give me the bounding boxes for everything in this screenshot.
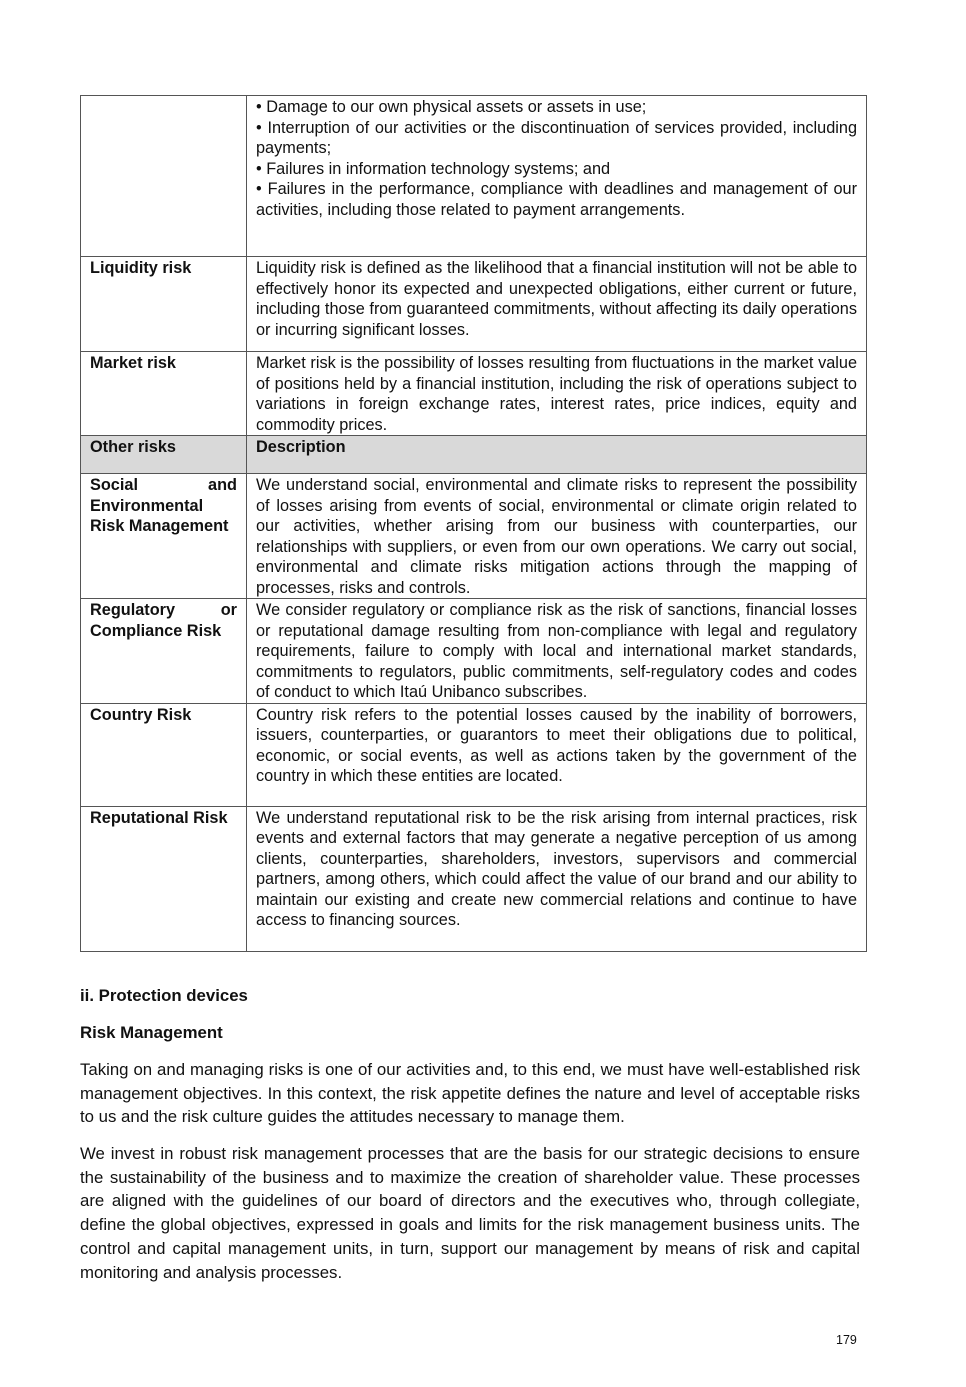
- header-other-risks: Other risks: [81, 436, 247, 474]
- table-row: [81, 352, 867, 436]
- header-description: Description: [247, 436, 867, 474]
- bullet-item: • Failures in information technology systems; and: [256, 159, 611, 178]
- row-label: Market risk: [81, 352, 247, 436]
- row-text: We understand social, environmental and climate risks to represent the possibility of losses arising from events of social, environmental or climate origin related to our activities, whether arising from our business with counterparties, our relationships with suppliers, or even from our own operations. We carry out social, environmental and climate risks mitigation actions through the mapping of processes, risks and controls.: [247, 474, 867, 599]
- table-cell-empty: [81, 96, 247, 257]
- table-header-row: [81, 436, 867, 474]
- section-title: ii. Protection devices: [80, 986, 248, 1005]
- bullet-item: • Interruption of our activities or the discontinuation of services provided, including payments;: [256, 118, 857, 157]
- table-row: [81, 474, 867, 599]
- page-number: 179: [836, 1333, 857, 1347]
- row-label: Regulatory or Compliance Risk: [81, 599, 247, 704]
- paragraph: Taking on and managing risks is one of our activities and, to this end, we must have well-established risk management objectives. In this context, the risk appetite defines the nature and level of acceptable risks to us and the risk culture guides the attitudes necessary to manage them.: [80, 1060, 860, 1127]
- table-cell-bullets: [247, 96, 867, 257]
- table-row: [81, 257, 867, 352]
- risk-table: [80, 95, 867, 952]
- row-text: Liquidity risk is defined as the likelihood that a financial institution will not be able to effectively honor its expected and unexpected obligations, either current or future, including those from guaranteed commitments, without affecting its daily operations or incurring significant losses.: [247, 257, 867, 352]
- row-label: Liquidity risk: [81, 257, 247, 352]
- row-label: Social and Environmental Risk Management: [81, 474, 247, 599]
- subsection-title: Risk Management: [80, 1023, 223, 1042]
- bullet-item: • Failures in the performance, compliance with deadlines and management of our activities, including those related to payment arrangements.: [256, 180, 857, 219]
- table-row: [81, 96, 867, 257]
- table-row: [81, 703, 867, 806]
- row-text: Country risk refers to the potential losses caused by the inability of borrowers, issuers, counterparties, or guarantors to meet their obligations due to political, economic, or social events, as well as actions taken by the government of the country in which these entities are located.: [247, 703, 867, 806]
- table-row: [81, 806, 867, 951]
- table-row: [81, 599, 867, 704]
- row-label: Country Risk: [81, 703, 247, 806]
- row-text: We consider regulatory or compliance risk as the risk of sanctions, financial losses or reputational damage resulting from non-compliance with legal and regulatory requirements, failure to comply with local and international market standards, commitments to regulators, public commitments, self-regulatory codes and codes of conduct to which Itaú Unibanco subscribes.: [247, 599, 867, 704]
- row-text: We understand reputational risk to be the risk arising from internal practices, risk events and external factors that may generate a negative perception of us among clients, counterparties, shareholders, investors, supervisors and commercial partners, among others, which could affect the value of our brand and our ability to maintain our existing and create new commercial relations and continue to have access to financing sources.: [247, 806, 867, 951]
- bullet-item: • Damage to our own physical assets or assets in use;: [256, 98, 647, 116]
- row-text: Market risk is the possibility of losses resulting from fluctuations in the market value of positions held by a financial institution, including the risk of operations subject to variations in foreign exchange rates, interest rates, price indices, equity and commodity prices.: [247, 352, 867, 436]
- paragraph: We invest in robust risk management processes that are the basis for our strategic decisions to ensure the sustainability of the business and to maximize the creation of shareholder value. These processes are aligned with the guidelines of our board of directors and the executives who, through collegiate, define the global objectives, expressed in goals and limits for the risk management business units. The control and capital management units, in turn, support our management by means of risk and capital monitoring and analysis processes.: [80, 1144, 860, 1282]
- row-label: Reputational Risk: [81, 806, 247, 951]
